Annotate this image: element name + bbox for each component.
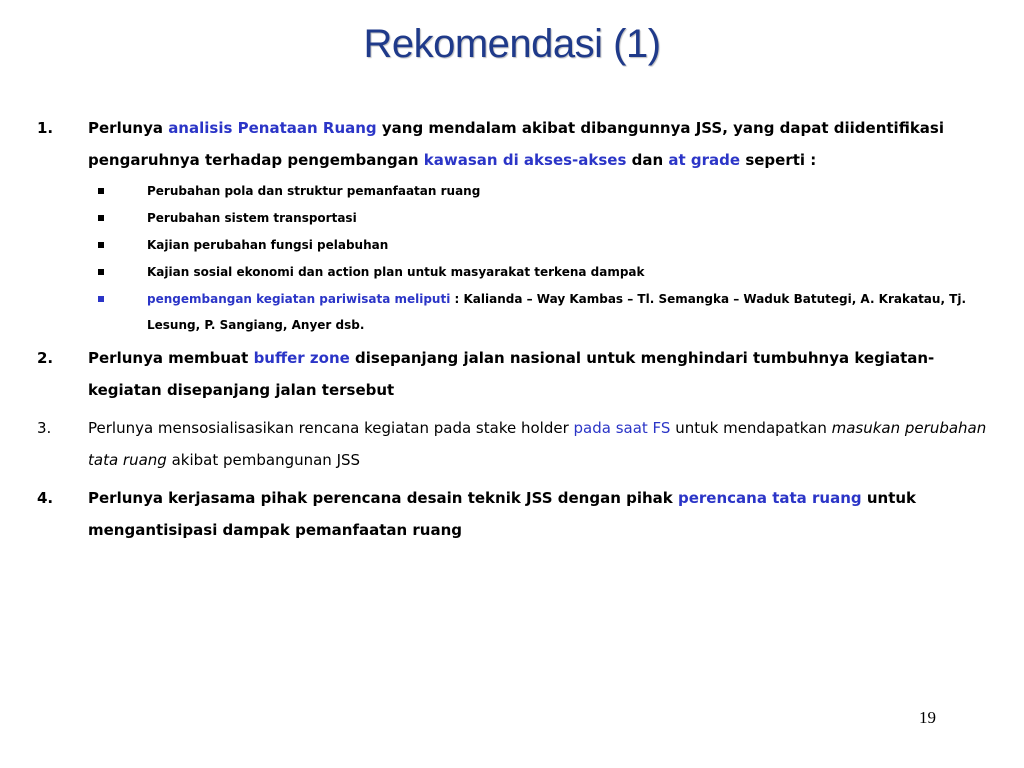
- item-number: 3.: [37, 419, 52, 437]
- square-bullet-icon: [98, 188, 104, 194]
- item-text: Perlunya membuat: [88, 349, 254, 367]
- highlight-text: buffer zone: [253, 349, 350, 367]
- item-text: yang mendalam akibat dibangunnya JSS, yang dapat diidentifikasi pengaruhnya terhadap pengembangan: [88, 119, 944, 169]
- item-text: akibat pembangunan JSS: [166, 451, 361, 469]
- recommendation-1: [0, 112, 1000, 176]
- item-text: dan: [626, 151, 669, 169]
- slide-content: [0, 112, 1000, 546]
- slide-title: Rekomendasi (1): [363, 22, 661, 66]
- item-number: 2.: [37, 349, 54, 367]
- item-text: Perlunya mensosialisasikan rencana kegiatan pada stake holder: [88, 419, 574, 437]
- highlight-text: analisis Penataan Ruang: [168, 119, 377, 137]
- item-text: untuk mengantisipasi dampak pemanfaatan ruang: [88, 489, 917, 539]
- recommendation-3: [0, 412, 1000, 476]
- item-text: disepanjang jalan nasional untuk menghindari tumbuhnya kegiatan-kegiatan disepanjang jalan tersebut: [88, 349, 935, 399]
- sub-bullet-list: [0, 178, 1000, 338]
- item-number: 4.: [37, 489, 54, 507]
- recommendation-4: [0, 482, 1000, 546]
- square-bullet-icon: [98, 242, 104, 248]
- square-bullet-icon: [98, 269, 104, 275]
- item-text: Perlunya: [88, 119, 169, 137]
- sub-bullet: Kajian perubahan fungsi pelabuhan: [0, 232, 1000, 259]
- recommendation-2: [0, 342, 1000, 406]
- item-text: Perlunya kerjasama pihak perencana desain teknik JSS dengan pihak: [88, 489, 678, 507]
- highlight-text: at grade: [668, 151, 741, 169]
- sub-bullet: Perubahan sistem transportasi: [0, 205, 1000, 232]
- italic-text: masukan perubahan tata ruang: [88, 419, 987, 469]
- item-text: untuk mendapatkan: [670, 419, 832, 437]
- sub-bullet: Kajian sosial ekonomi dan action plan untuk masyarakat terkena dampak: [0, 259, 1000, 286]
- square-bullet-icon: [98, 215, 104, 221]
- sub-bullet: pengembangan kegiatan pariwisata meliputi : Kalianda – Way Kambas – Tl. Semangka – Waduk Batutegi, A. Krakatau, Tj. Lesung, P. Sangiang, Anyer dsb.: [0, 286, 1000, 338]
- page-number: 19: [919, 708, 936, 727]
- square-bullet-icon: [98, 296, 104, 302]
- highlight-text: pada saat FS: [573, 419, 671, 437]
- item-number: 1.: [37, 119, 54, 137]
- highlight-text: pengembangan kegiatan pariwisata meliputi: [147, 292, 451, 306]
- sub-bullet: Perubahan pola dan struktur pemanfaatan ruang: [0, 178, 1000, 205]
- highlight-text: kawasan di akses-akses: [423, 151, 627, 169]
- item-text: seperti :: [740, 151, 817, 169]
- highlight-text: perencana tata ruang: [678, 489, 862, 507]
